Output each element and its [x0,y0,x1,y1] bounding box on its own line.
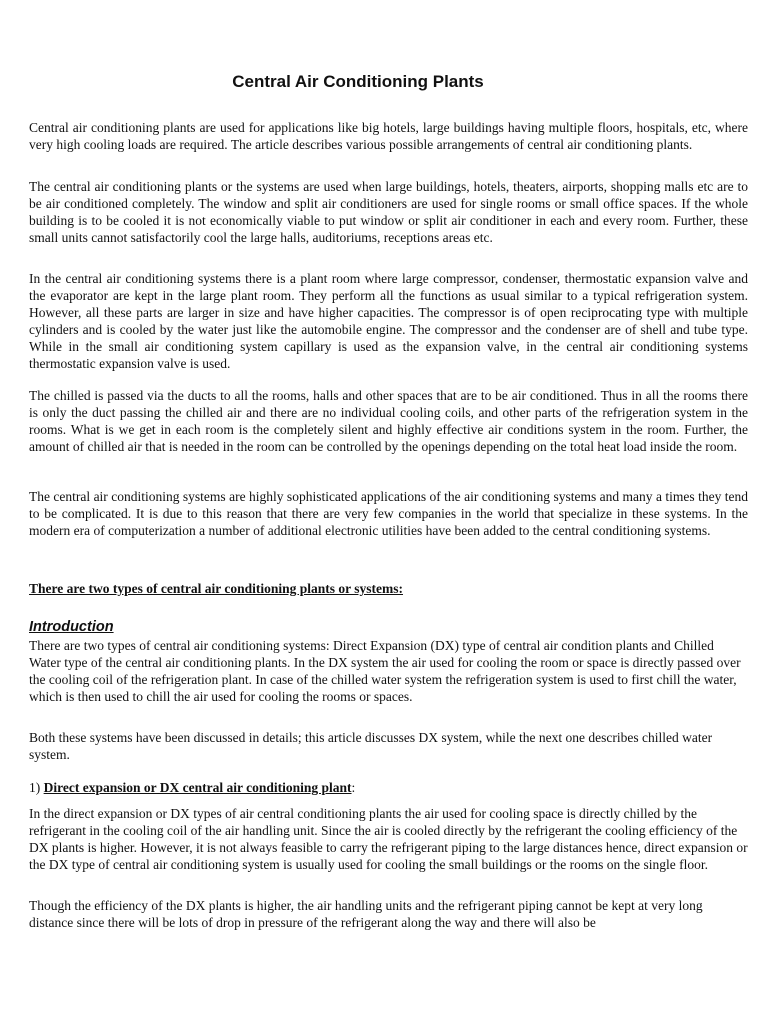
paragraph-ducts: The chilled is passed via the ducts to all the rooms, halls and other spaces that are to be air conditioned. Thus in all the rooms there is only the duct passing the chilled air and there are no individual cooling coils, and other parts of the refrigeration system in the rooms. What is we get in each room is the completely silent and highly effective air conditions system in the room. Further, the amount of chilled air that is needed in the room can be controlled by the openings depending on the total heat load inside the room. [29,388,748,454]
paragraph-dx-description: In the direct expansion or DX types of air central conditioning plants the air used for cooling space is directly chilled by the refrigerant in the cooling coil of the air handling unit. Since the air is cooled directly by the refrigerant the cooling efficiency of the DX plants is higher. However, it is not always feasible to carry the refrigerant piping to the large distances hence, direct expansion or the DX type of central air conditioning system is usually used for cooling the small buildings or the rooms on the single floor. [29,806,748,872]
introduction-heading: Introduction [29,619,114,635]
paragraph-sophisticated: The central air conditioning systems are highly sophisticated applications of the air conditioning systems and many a times they tend to be complicated. It is due to this reason that there are very few companies in the world that specialize in these systems. In the modern era of computerization a number of additional electronic utilities have been added to the central conditioning systems. [29,489,748,538]
paragraph-usage: The central air conditioning plants or the systems are used when large buildings, hotels, theaters, airports, shopping malls etc are to be air conditioned completely. The window and split air conditioners are used for single rooms or small office spaces. If the whole building is to be cooled it is not economically viable to put window or split air conditioner in each and every room. Further, these small units cannot satisfactorily cool the large halls, auditoriums, receptions areas etc. [29,179,748,245]
paragraph-intro: Central air conditioning plants are used for applications like big hotels, large buildings having multiple floors, hospitals, etc, where very high cooling loads are required. The article describes various possible arrangements of central air conditioning plants. [29,120,748,152]
paragraph-two-types: There are two types of central air conditioning systems: Direct Expansion (DX) type of central air condition plants and Chilled Water type of the central air conditioning plants. In the DX system the air used for cooling the room or space is directly passed over the cooling coil of the refrigeration plant. In case of the chilled water system the refrigeration system is used to first chill the water, which is then used to chill the air used for cooling the rooms or spaces. [29,638,741,704]
types-heading: There are two types of central air conditioning plants or systems: [29,581,403,596]
section-dx-heading: 1) Direct expansion or DX central air conditioning plant: [29,780,356,795]
paragraph-both-systems: Both these systems have been discussed in details; this article discusses DX system, while the next one describes chilled water system. [29,730,713,762]
paragraph-dx-efficiency: Though the efficiency of the DX plants is higher, the air handling units and the refrigerant piping cannot be kept at very long distance since there will be lots of drop in pressure of the refrigerant along the way and there will also be [29,898,703,930]
page-title: Central Air Conditioning Plants [232,72,484,91]
paragraph-plant-room: In the central air conditioning systems there is a plant room where large compressor, condenser, thermostatic expansion valve and the evaporator are kept in the large plant room. They perform all the functions as usual similar to a typical refrigeration system. However, all these parts are larger in size and have higher capacities. The compressor is of open reciprocating type with multiple cylinders and is cooled by the water just like the automobile engine. The compressor and the condenser are of shell and tube type. While in the small air conditioning system capillary is used as the expansion valve, in the central air conditioning systems thermostatic expansion valve is used. [29,271,748,371]
